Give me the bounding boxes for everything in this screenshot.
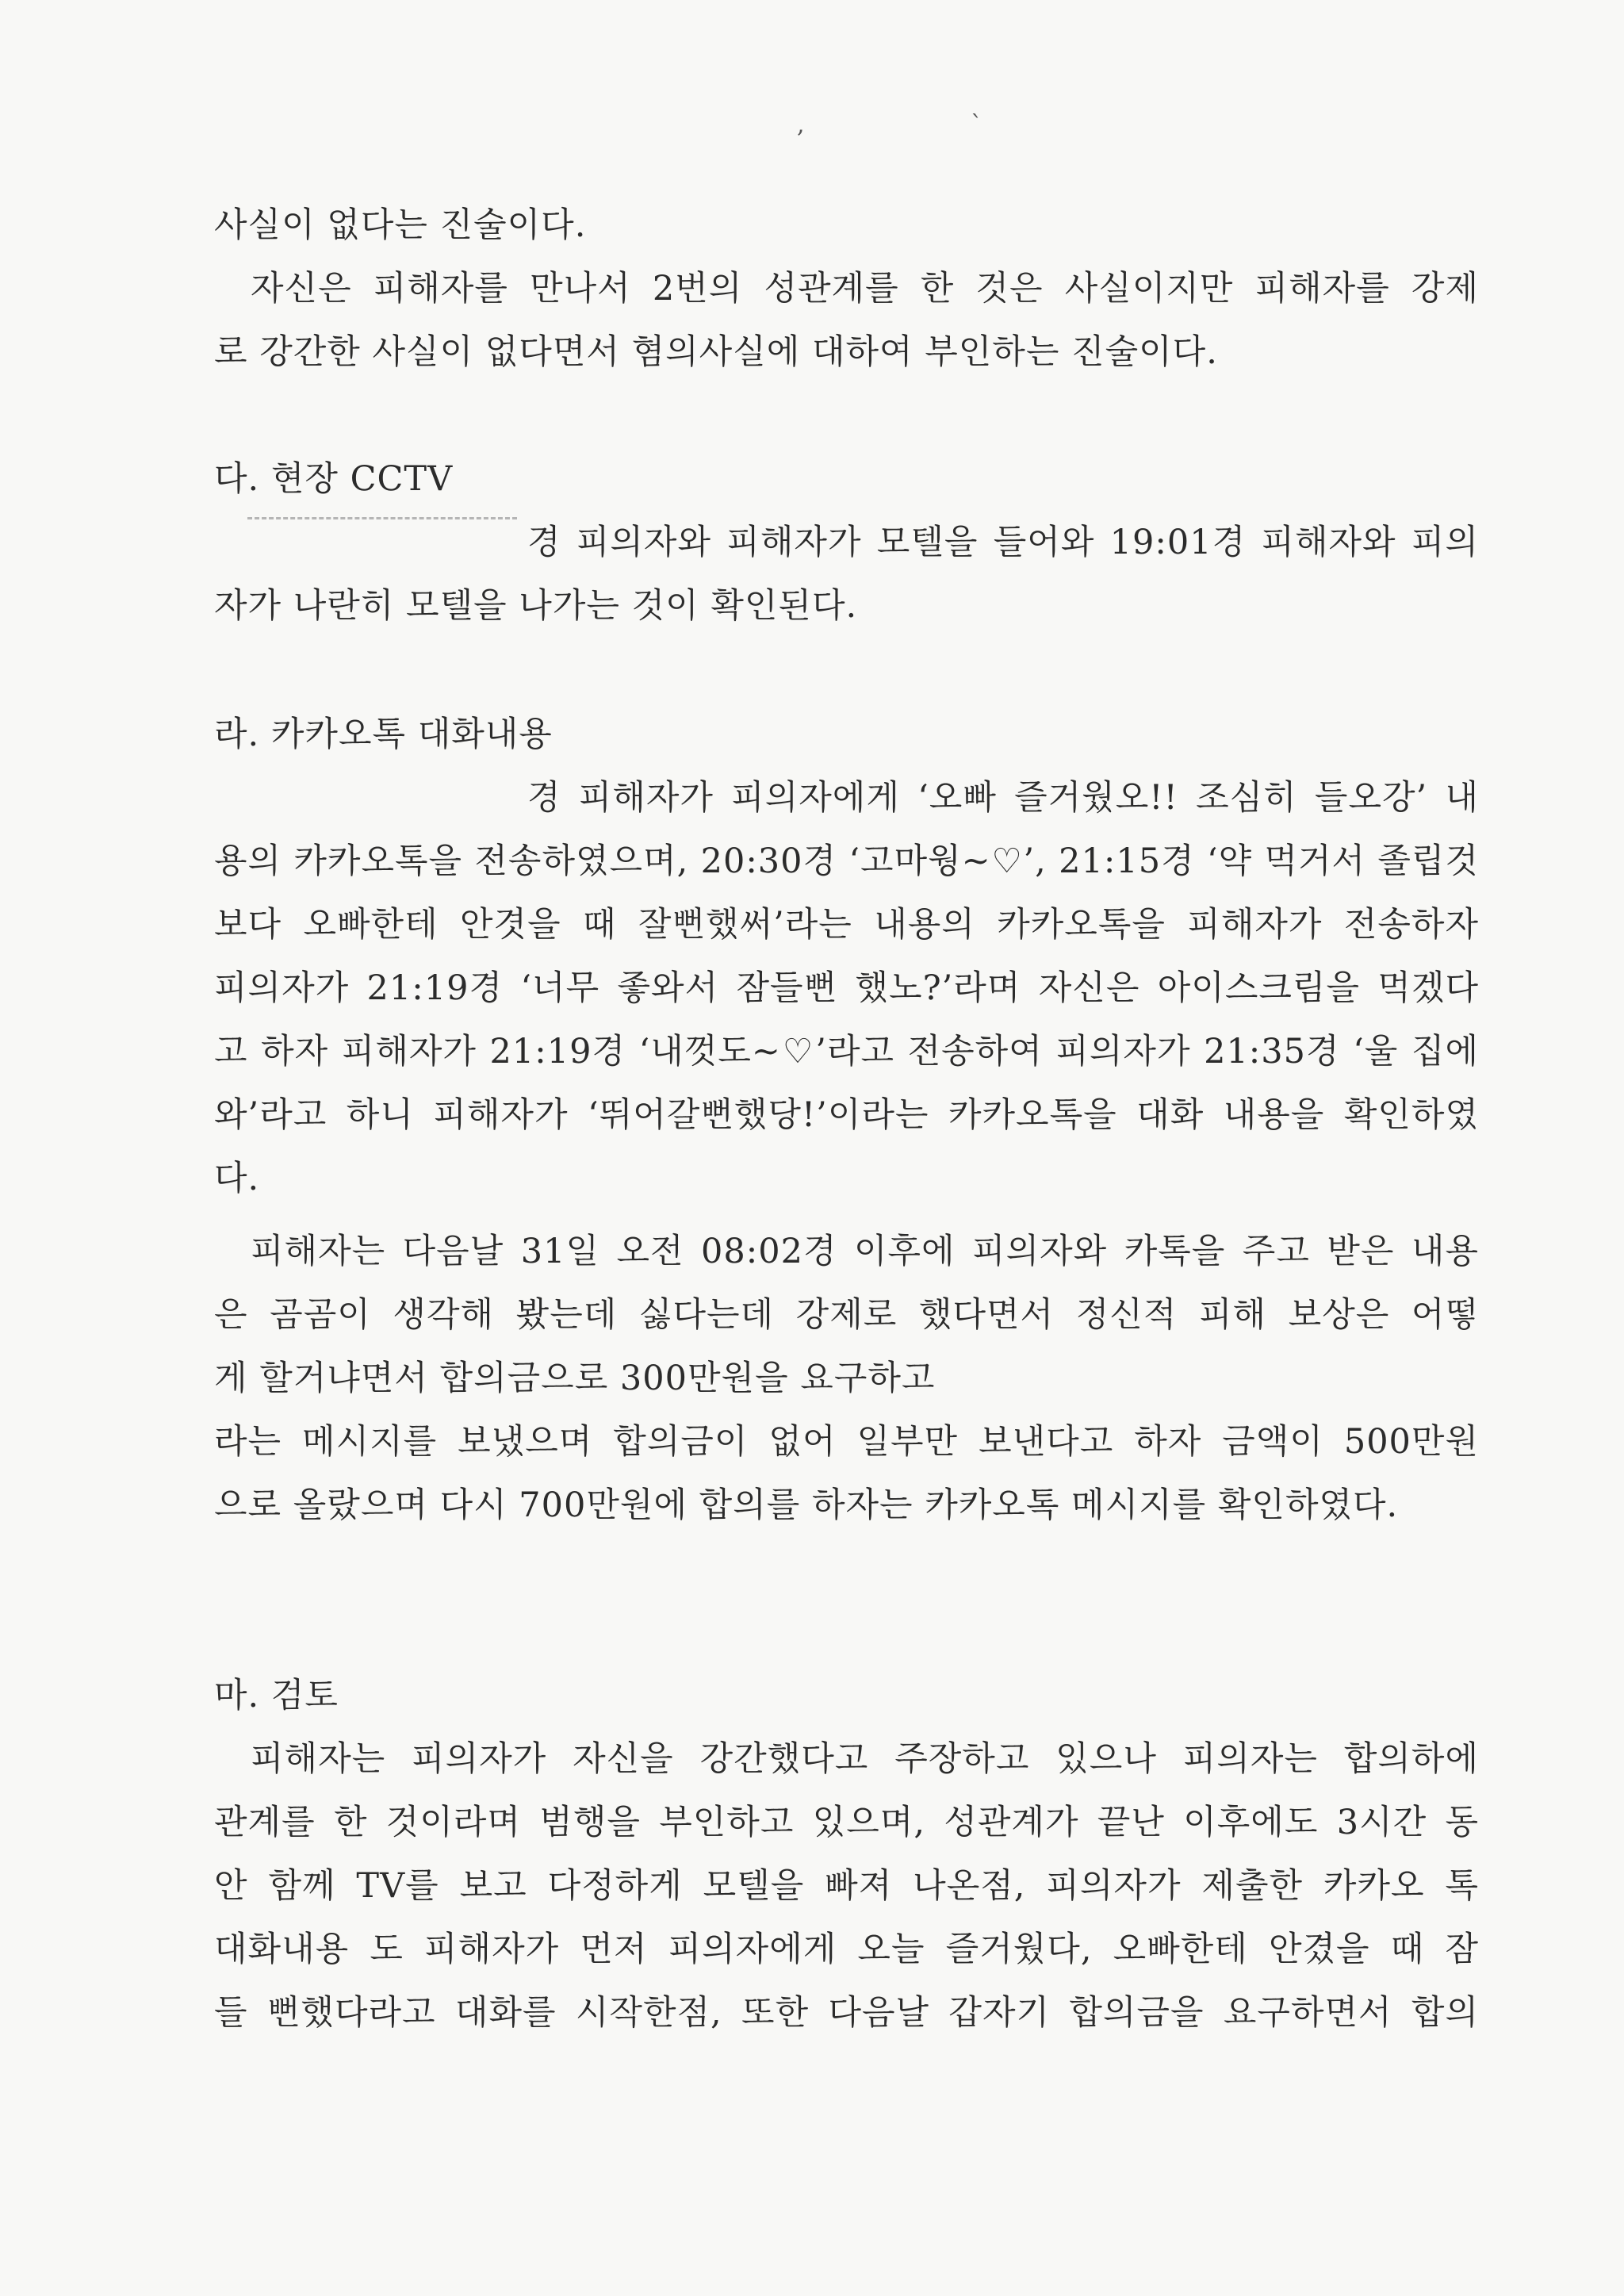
kakao-line-3: 보다 오빠한테 안겻을 때 잘뻔했써’라는 내용의 카카오톡을 피해자가 전송하자: [214, 905, 1479, 945]
kakao-line-4: 피의자가 21:19경 ‘너무 좋와서 잠들뻔 했노?’라며 자신은 아이스크림을 먹겠다: [214, 968, 1479, 1008]
kakao-para2-line-3: 게 할거냐면서 합의금으로 300만원을 요구하고: [214, 1359, 936, 1398]
kakao-line-1: 경 피해자가 피의자에게 ‘오빠 즐거웠오!! 조심히 들오강’ 내: [527, 778, 1479, 818]
review-line-4: 대화내용 도 피해자가 먼저 피의자에게 오늘 즐거웠다, 오빠한테 안겼을 때 잠: [214, 1930, 1479, 1969]
intro-para-line-2: 로 강간한 사실이 없다면서 혐의사실에 대하여 부인하는 진술이다.: [214, 332, 1218, 372]
kakao-para2-line-5: 으로 올랐으며 다시 700만원에 합의를 하자는 카카오톡 메시지를 확인하였다.: [214, 1485, 1399, 1525]
kakao-para2-line-1: 피해자는 다음날 31일 오전 08:02경 이후에 피의자와 카톡을 주고 받은 내용: [251, 1232, 1479, 1271]
kakao-para2-line-4: 라는 메시지를 보냈으며 합의금이 없어 일부만 보낸다고 하자 금액이 500만원: [214, 1422, 1479, 1462]
kakao-heading: 라. 카카오톡 대화내용: [214, 715, 553, 754]
header-marks: , ˋ: [797, 111, 1063, 139]
review-heading: 마. 검토: [214, 1676, 339, 1715]
cctv-heading: 다. 현장 CCTV: [214, 459, 454, 499]
intro-para-line-1: 자신은 피해자를 만나서 2번의 성관계를 한 것은 사실이지만 피해자를 강제: [251, 269, 1479, 309]
cctv-line-1: 경 피의자와 피해자가 모텔을 들어와 19:01경 피해자와 피의: [527, 523, 1479, 562]
intro-line-1: 사실이 없다는 진술이다.: [214, 205, 587, 245]
redaction-mark: [247, 517, 517, 534]
review-line-2: 관계를 한 것이라며 범행을 부인하고 있으며, 성관계가 끝난 이후에도 3시간 동: [214, 1803, 1479, 1842]
cctv-line-2: 자가 나란히 모텔을 나가는 것이 확인된다.: [214, 586, 858, 626]
review-line-5: 들 뻔했다라고 대화를 시작한점, 또한 다음날 갑자기 합의금을 요구하면서 합의: [214, 1993, 1479, 2033]
kakao-line-5: 고 하자 피해자가 21:19경 ‘내껏도~♡’라고 전송하여 피의자가 21:35경 ‘울 집에: [214, 1032, 1479, 1071]
kakao-para2-line-2: 은 곰곰이 생각해 봤는데 싫다는데 강제로 했다면서 정신적 피해 보상은 어떻: [214, 1295, 1479, 1335]
review-line-1: 피해자는 피의자가 자신을 강간했다고 주장하고 있으나 피의자는 합의하에: [251, 1739, 1479, 1779]
kakao-line-7: 다.: [214, 1159, 260, 1198]
kakao-line-2: 용의 카카오톡을 전송하였으며, 20:30경 ‘고마웡~♡’, 21:15경 ‘약 먹거서 졸립것: [214, 841, 1479, 881]
review-line-3: 안 함께 TV를 보고 다정하게 모텔을 빠져 나온점, 피의자가 제출한 카카오 톡: [214, 1866, 1479, 1906]
kakao-line-6: 와’라고 하니 피해자가 ‘뛰어갈뻔했당!’이라는 카카오톡을 대화 내용을 확인하였: [214, 1095, 1479, 1135]
